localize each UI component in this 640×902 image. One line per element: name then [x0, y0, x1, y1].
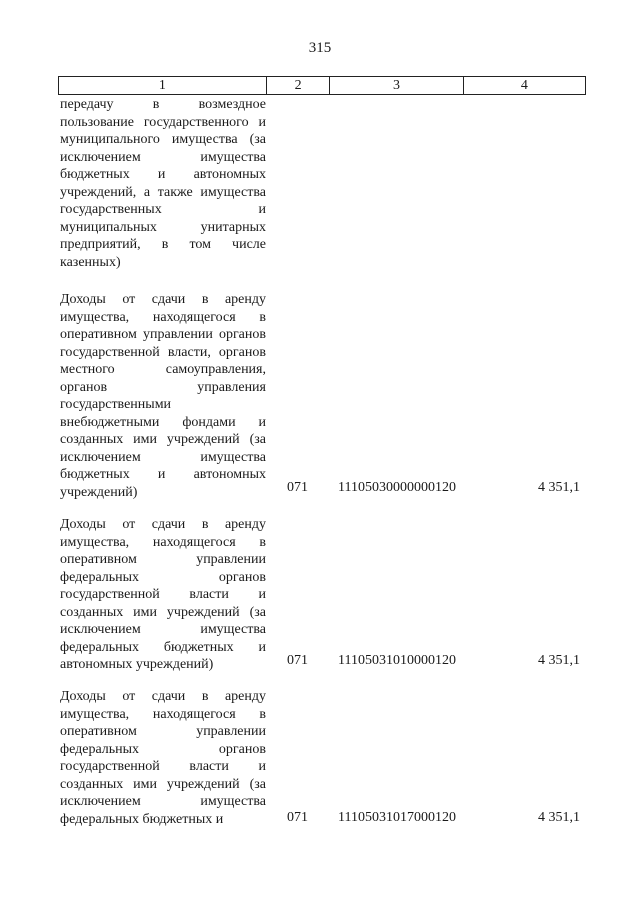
page-number: 315: [308, 40, 332, 56]
row-description: Доходы от сдачи в аренду имущества, находящегося в оперативном управлении федеральных органов государственной власти и созданных ими учреждений (за исключением имущества федеральных бюджетных и автономных учреждений): [60, 517, 266, 672]
row-kbk: 11105030000000120: [338, 480, 456, 495]
row-code: 071: [287, 480, 308, 495]
header-row: [59, 77, 586, 95]
row-code: 071: [287, 810, 308, 825]
row-description: передачу в возмездное пользование государственного и муниципального имущества (за исключением имущества бюджетных и автономных учреждений, а также имущества государственных и муниципальных унитарных предприятий, в том числе казенных): [60, 97, 266, 270]
header-col-3: 3: [330, 77, 463, 95]
header-col-1: 1: [59, 77, 267, 95]
row-code: 071: [287, 653, 308, 668]
column-header-table: [58, 76, 586, 95]
row-amount: 4 351,1: [538, 810, 580, 825]
header-col-4: 4: [463, 77, 585, 95]
row-kbk: 11105031017000120: [338, 810, 456, 825]
row-amount: 4 351,1: [538, 480, 580, 495]
row-description: Доходы от сдачи в аренду имущества, находящегося в оперативном управлении федеральных органов государственной власти и созданных ими учреждений (за исключением имущества федеральных бюджетных и: [60, 689, 266, 827]
header-col-2: 2: [266, 77, 330, 95]
row-kbk: 11105031010000120: [338, 653, 456, 668]
row-amount: 4 351,1: [538, 653, 580, 668]
row-description: Доходы от сдачи в аренду имущества, находящегося в оперативном управлении органов государственной власти, органов местного самоуправления, органов управления государственными внебюджетными фондами и созданных ими учреждений (за исключением имущества бюджетных и автономных учреждений): [60, 292, 266, 500]
